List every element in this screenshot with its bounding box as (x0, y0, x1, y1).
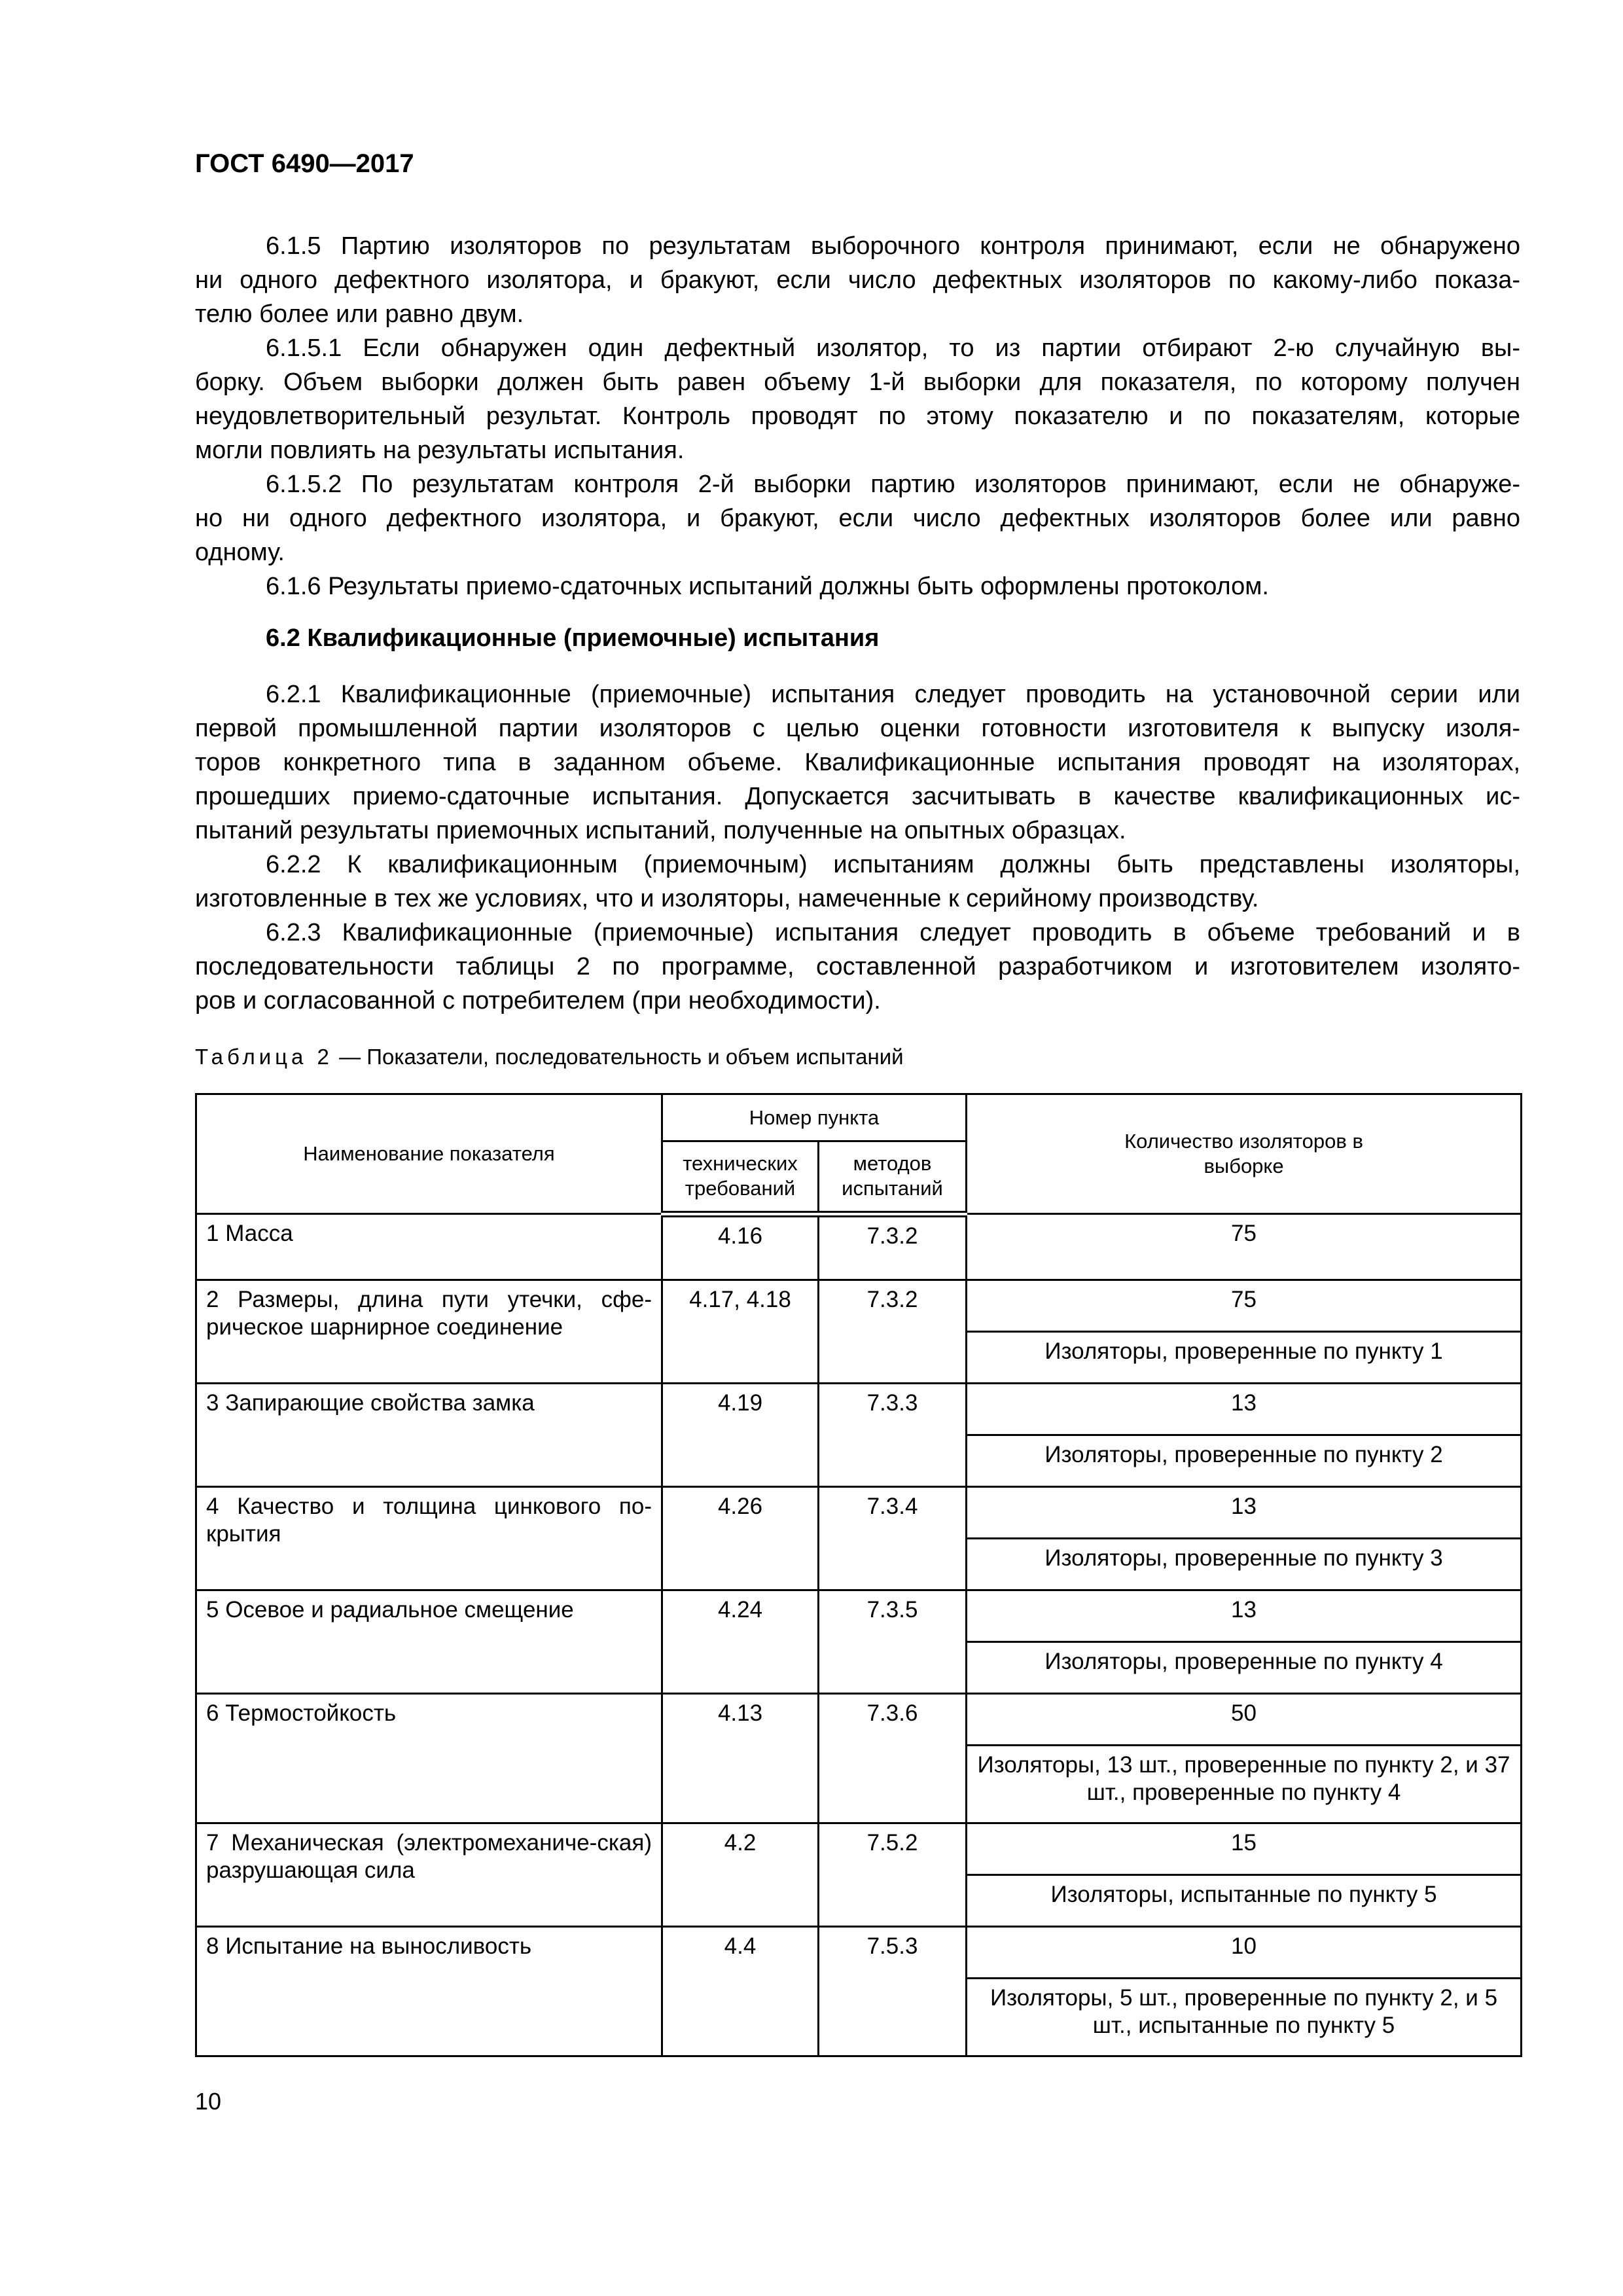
indicator-name: 2 Размеры, длина пути утечки, сфе-рическое шарнирное соединение (196, 1280, 662, 1384)
paragraph-line: могли повлиять на результаты испытания. (195, 437, 685, 464)
indicator-name: 3 Запирающие свойства замка (196, 1384, 662, 1487)
sample-qty: 13 (967, 1590, 1522, 1642)
table-row (196, 1694, 1522, 1746)
sample-qty: 13 (967, 1487, 1522, 1539)
sample-qty: 75 (967, 1214, 1522, 1280)
test-table (195, 1093, 1522, 2057)
tech-clause: 4.17, 4.18 (662, 1280, 819, 1384)
tech-clause: 4.4 (662, 1927, 819, 2056)
table-row (196, 1823, 1522, 1875)
header-name: Наименование показателя (196, 1094, 662, 1214)
paragraph-line: 6.1.5.1 Если обнаружен один дефектный изолятор, то из партии отбирают 2-ю случайную вы- (266, 334, 1520, 362)
paragraph-line: изготовленные в тех же условиях, что и изоляторы, намеченные к серийному производству. (195, 885, 1259, 912)
paragraph-line: прошедших приемо-сдаточные испытания. Допускается засчитывать в качестве квалификационных ис- (195, 783, 1520, 810)
paragraph-line: последовательности таблицы 2 по программе, составленной разработчиком и изготовителем изолято- (195, 953, 1520, 980)
sample-source: Изоляторы, 13 шт., проверенные по пункту 2, и 37 шт., проверенные по пункту 4 (967, 1746, 1522, 1823)
method-clause: 7.3.6 (819, 1694, 967, 1823)
header-qty: Количество изоляторов в выборке (967, 1094, 1522, 1214)
indicator-name: 4 Качество и толщина цинкового по-крытия (196, 1487, 662, 1590)
paragraph-line: ров и согласованной с потребителем (при необходимости). (195, 987, 881, 1014)
paragraph-line: 6.2.1 Квалификационные (приемочные) испытания следует проводить на установочной серии или (266, 681, 1520, 708)
page-number: 10 (195, 2088, 222, 2115)
table-row (196, 1590, 1522, 1642)
header-clause: Номер пункта (662, 1094, 967, 1141)
paragraph-line: 6.2.2 К квалификационным (приемочным) испытаниям должны быть представлены изоляторы, (266, 851, 1520, 878)
tech-clause: 4.19 (662, 1384, 819, 1487)
paragraph-line: ни одного дефектного изолятора, и бракуют, если число дефектных изоляторов по какому-либо показа- (195, 266, 1520, 294)
header-methods: методов испытаний (819, 1141, 967, 1214)
indicator-name: 7 Механическая (электромеханиче-ская) разрушающая сила (196, 1823, 662, 1927)
paragraph-line: 6.1.6 Результаты приемо-сдаточных испытаний должны быть оформлены протоколом. (266, 573, 1269, 600)
paragraph-line: первой промышленной партии изоляторов с целью оценки готовности изготовителя к выпуску изоля- (195, 715, 1520, 742)
tech-clause: 4.26 (662, 1487, 819, 1590)
paragraph-line: 6.2.3 Квалификационные (приемочные) испытания следует проводить в объеме требований и в (266, 919, 1520, 946)
paragraph-line: торов конкретного типа в заданном объеме. Квалификационные испытания проводят на изоляторах, (195, 749, 1520, 776)
tech-clause: 4.16 (662, 1214, 819, 1280)
paragraphs-bottom (195, 677, 1520, 1018)
paragraph-line: одному. (195, 539, 285, 566)
sample-source: Изоляторы, проверенные по пункту 4 (967, 1642, 1522, 1694)
sample-qty: 10 (967, 1927, 1522, 1979)
table-row (196, 1927, 1522, 1979)
table-row (196, 1280, 1522, 1332)
tech-clause: 4.2 (662, 1823, 819, 1927)
paragraph-line: пытаний результаты приемочных испытаний, полученные на опытных образцах. (195, 817, 1126, 844)
sample-qty: 13 (967, 1384, 1522, 1435)
table-row (196, 1214, 1522, 1280)
section-heading: 6.2 Квалификационные (приемочные) испытания (266, 624, 880, 652)
method-clause: 7.3.5 (819, 1590, 967, 1694)
sample-source: Изоляторы, испытанные по пункту 5 (967, 1875, 1522, 1927)
caption-text: — Показатели, последовательность и объем испытаний (332, 1045, 904, 1069)
sample-source: Изоляторы, проверенные по пункту 3 (967, 1539, 1522, 1590)
indicator-name: 1 Масса (196, 1214, 662, 1280)
method-clause: 7.3.2 (819, 1280, 967, 1384)
sample-source: Изоляторы, проверенные по пункту 2 (967, 1435, 1522, 1487)
indicator-name: 6 Термостойкость (196, 1694, 662, 1823)
caption-label: Таблица 2 (195, 1045, 333, 1069)
sample-source: Изоляторы, проверенные по пункту 1 (967, 1332, 1522, 1384)
paragraph-line: но ни одного дефектного изолятора, и бракуют, если число дефектных изоляторов более или равно (195, 505, 1520, 532)
table-row (196, 1384, 1522, 1435)
paragraphs-top (195, 229, 1520, 603)
table-caption (195, 1045, 904, 1069)
paragraph-line: телю более или равно двум. (195, 300, 524, 328)
method-clause: 7.3.2 (819, 1214, 967, 1280)
sample-source: Изоляторы, 5 шт., проверенные по пункту 2, и 5 шт., испытанные по пункту 5 (967, 1979, 1522, 2056)
sample-qty: 15 (967, 1823, 1522, 1875)
document-header: ГОСТ 6490—2017 (195, 149, 414, 178)
paragraph-line: 6.1.5.2 По результатам контроля 2-й выборки партию изоляторов принимают, если не обнаруже- (266, 471, 1520, 498)
tech-clause: 4.24 (662, 1590, 819, 1694)
indicator-name: 8 Испытание на выносливость (196, 1927, 662, 2056)
method-clause: 7.3.3 (819, 1384, 967, 1487)
tech-clause: 4.13 (662, 1694, 819, 1823)
paragraph-line: борку. Объем выборки должен быть равен объему 1-й выборки для показателя, по которому получен (195, 368, 1520, 396)
sample-qty: 50 (967, 1694, 1522, 1746)
header-tech: технических требований (662, 1141, 819, 1214)
table-row (196, 1487, 1522, 1539)
method-clause: 7.3.4 (819, 1487, 967, 1590)
indicator-name: 5 Осевое и радиальное смещение (196, 1590, 662, 1694)
paragraph-line: 6.1.5 Партию изоляторов по результатам выборочного контроля принимают, если не обнаружено (266, 232, 1520, 260)
paragraph-line: неудовлетворительный результат. Контроль проводят по этому показателю и по показателям, которые (195, 403, 1520, 430)
method-clause: 7.5.3 (819, 1927, 967, 2056)
sample-qty: 75 (967, 1280, 1522, 1332)
method-clause: 7.5.2 (819, 1823, 967, 1927)
